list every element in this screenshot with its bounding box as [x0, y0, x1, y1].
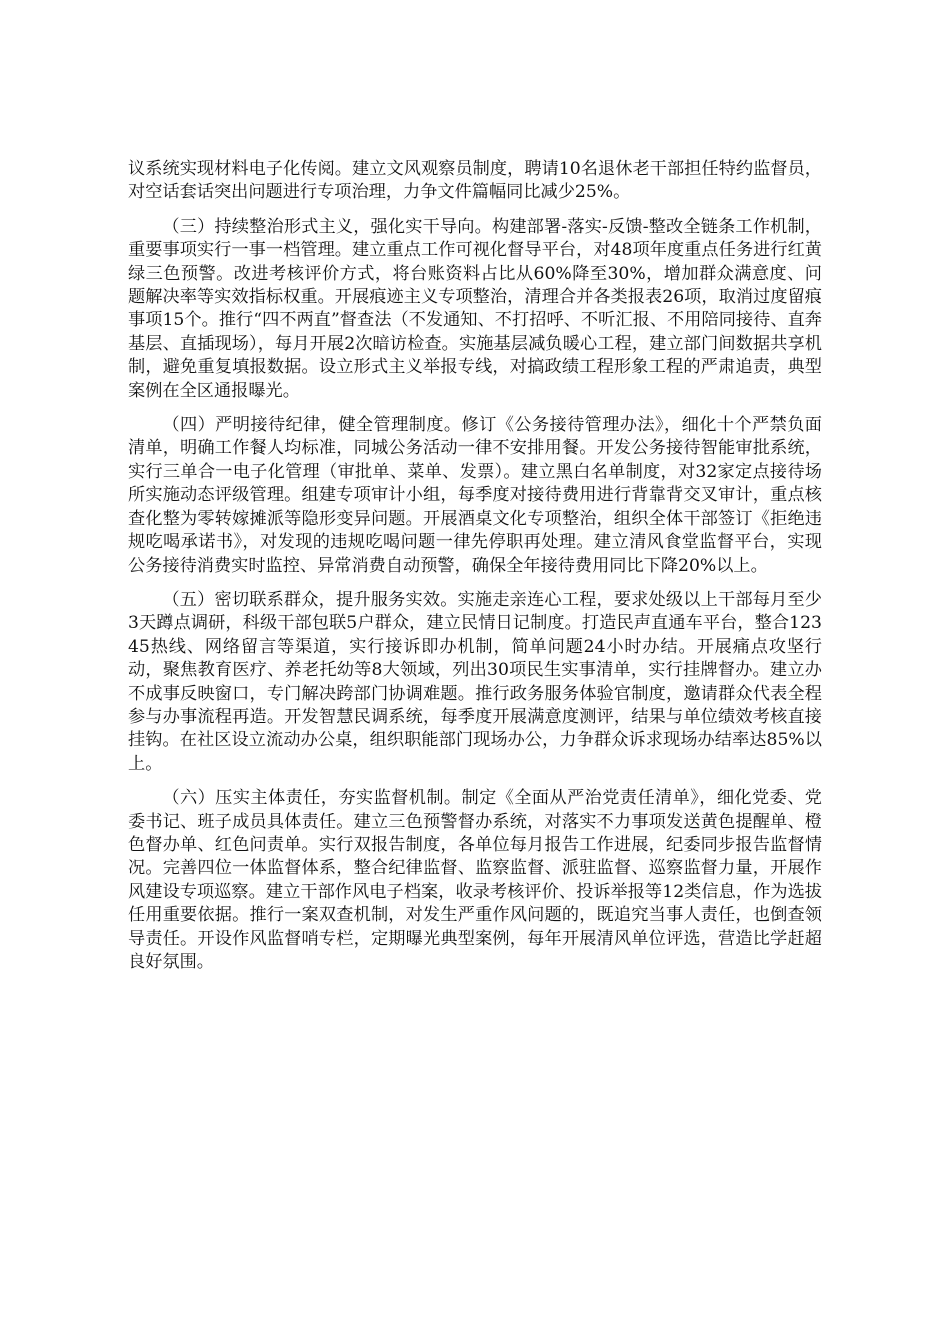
paragraph-section-4: （四）严明接待纪律，健全管理制度。修订《公务接待管理办法》，细化十个严禁负面清单，明确工作餐人均标准，同城公务活动一律不安排用餐。开发公务接待智能审批系统，实行三单合一电子化管理（审批单、菜单、发票）。建立黑白名单制度，对32家定点接待场所实施动态评级管理。组建专项审计小组，每季度对接待费用进行背靠背交叉审计，重点核查化整为零转嫁摊派等隐形变异问题。开展酒桌文化专项整治，组织全体干部签订《拒绝违规吃喝承诺书》，对发现的违规吃喝问题一律先停职再处理。建立清风食堂监督平台，实现公务接待消费实时监控、异常消费自动预警，确保全年接待费用同比下降20%以上。	[128, 415, 822, 576]
paragraph-section-5: （五）密切联系群众，提升服务实效。实施走亲连心工程，要求处级以上干部每月至少3天蹲点调研，科级干部包联5户群众，建立民情日记制度。打造民声直通车平台，整合12345热线、网络留言等渠道，实行接诉即办机制，简单问题24小时办结。开展痛点攻坚行动，聚焦教育医疗、养老托幼等8大领域，列出30项民生实事清单，实行挂牌督办。建立办不成事反映窗口，专门解决跨部门协调难题。推行政务服务体验官制度，邀请群众代表全程参与办事流程再造。开发智慧民调系统，每季度开展满意度测评，结果与单位绩效考核直接挂钩。在社区设立流动办公桌，组织职能部门现场办公，力争群众诉求现场办结率达85%以上。	[128, 589, 822, 774]
paragraph-section-6: （六）压实主体责任，夯实监督机制。制定《全面从严治党责任清单》，细化党委、党委书记、班子成员具体责任。建立三色预警督办系统，对落实不力事项发送黄色提醒单、橙色督办单、红色问责单。实行双报告制度，各单位每月报告工作进展，纪委同步报告监督情况。完善四位一体监督体系，整合纪律监督、监察监督、派驻监督、巡察监督力量，开展作风建设专项巡察。建立干部作风电子档案，收录考核评价、投诉举报等12类信息，作为选拔任用重要依据。推行一案双查机制，对发生严重作风问题的，既追究当事人责任，也倒查领导责任。开设作风监督哨专栏，定期曝光典型案例，每年开展清风单位评选，营造比学赶超良好氛围。	[128, 788, 822, 972]
paragraph-continued: 议系统实现材料电子化传阅。建立文风观察员制度，聘请10名退休老干部担任特约监督员，对空话套话突出问题进行专项治理，力争文件篇幅同比减少25%。	[128, 159, 822, 203]
document-body	[128, 158, 822, 974]
paragraph-section-3: （三）持续整治形式主义，强化实干导向。构建部署-落实-反馈-整改全链条工作机制，重要事项实行一事一档管理。建立重点工作可视化督导平台，对48项年度重点任务进行红黄绿三色预警。改进考核评价方式，将台账资料占比从60%降至30%，增加群众满意度、问题解决率等实效指标权重。开展痕迹主义专项整治，清理合并各类报表26项，取消过度留痕事项15个。推行“四不两直”督查法（不发通知、不打招呼、不听汇报、不用陪同接待、直奔基层、直插现场），每月开展2次暗访检查。实施基层减负暖心工程，建立部门间数据共享机制，避免重复填报数据。设立形式主义举报专线，对搞政绩工程形象工程的严肃追责，典型案例在全区通报曝光。	[128, 216, 822, 401]
